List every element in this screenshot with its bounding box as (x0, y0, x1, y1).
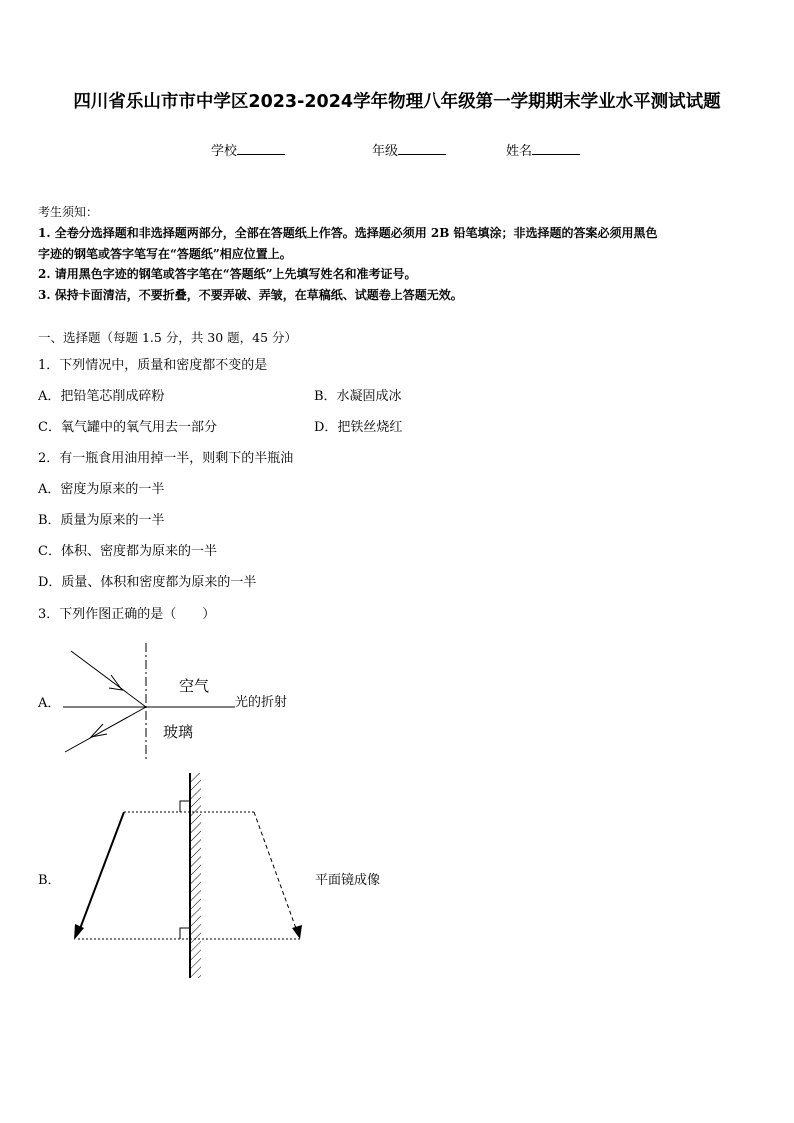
image-arrow (254, 812, 298, 934)
q3-stem: 3．下列作图正确的是（ ） (38, 607, 216, 622)
notice-line-3: 3. 保持卡面清洁，不要折叠，不要弄破、弄皱，在草稿纸、试题卷上答题无效。 (38, 288, 463, 302)
refraction-diagram (55, 640, 305, 765)
notice-line-2: 2. 请用黑色字迹的钢笔或答字笔在“答题纸”上先填写姓名和准考证号。 (38, 267, 417, 281)
exam-title: 四川省乐山市市中学区2023-2024学年物理八年级第一学期期末学业水平测试试题 (73, 92, 721, 112)
q2-stem: 2．有一瓶食用油用掉一半，则剩下的半瓶油 (38, 451, 294, 466)
refracted-ray (65, 707, 146, 752)
image-arrowhead-icon (292, 925, 302, 939)
q2-option-b: B．质量为原来的一半 (38, 513, 165, 528)
q1-option-b: B．水凝固成冰 (314, 389, 402, 404)
notice-heading: 考生须知： (38, 205, 99, 219)
q2-option-c: C．体积、密度都为原来的一半 (38, 544, 217, 559)
q1-option-d: D．把铁丝烧红 (314, 420, 403, 435)
q1-stem: 1．下列情况中，质量和密度都不变的是 (38, 358, 268, 373)
name-blank (532, 142, 580, 155)
q1-option-c: C．氧气罐中的氧气用去一部分 (38, 420, 217, 435)
school-label: 学校 (211, 144, 238, 159)
q2-option-d: D．质量、体积和密度都为原来的一半 (38, 575, 257, 590)
glass-label: 玻璃 (163, 723, 194, 741)
notice-line-1a: 1. 全卷分选择题和非选择题两部分，全部在答题纸上作答。选择题必须用 2B 铅笔填涂；非选择题的答案必须用黑色 (38, 226, 658, 240)
name-field (506, 140, 580, 159)
school-field (211, 140, 285, 159)
incident-arrow-icon (109, 675, 122, 690)
incident-ray (71, 651, 146, 707)
refraction-caption: 光的折射 (235, 695, 288, 710)
school-blank (237, 142, 285, 155)
object-arrow (78, 812, 124, 934)
q3-option-a-label: A． (38, 696, 61, 711)
right-angle-bottom-icon (180, 928, 190, 939)
plane-mirror-caption: 平面镜成像 (315, 873, 381, 888)
q1-option-a: A．把铅笔芯削成碎粉 (38, 389, 165, 404)
name-label: 姓名 (506, 144, 533, 159)
grade-label: 年级 (372, 144, 399, 159)
air-label: 空气 (179, 677, 210, 695)
notice-line-1b: 字迹的钢笔或答字笔写在“答题纸”相应位置上。 (38, 247, 292, 261)
mirror-hatching (191, 773, 201, 978)
object-arrowhead-icon (74, 924, 84, 940)
right-angle-top-icon (180, 801, 190, 812)
section-heading: 一、选择题（每题 1.5 分，共 30 题，45 分） (38, 330, 298, 345)
grade-blank (398, 142, 446, 155)
q2-option-a: A．密度为原来的一半 (38, 482, 165, 497)
grade-field (372, 140, 446, 159)
q3-option-b-label: B． (38, 873, 61, 888)
